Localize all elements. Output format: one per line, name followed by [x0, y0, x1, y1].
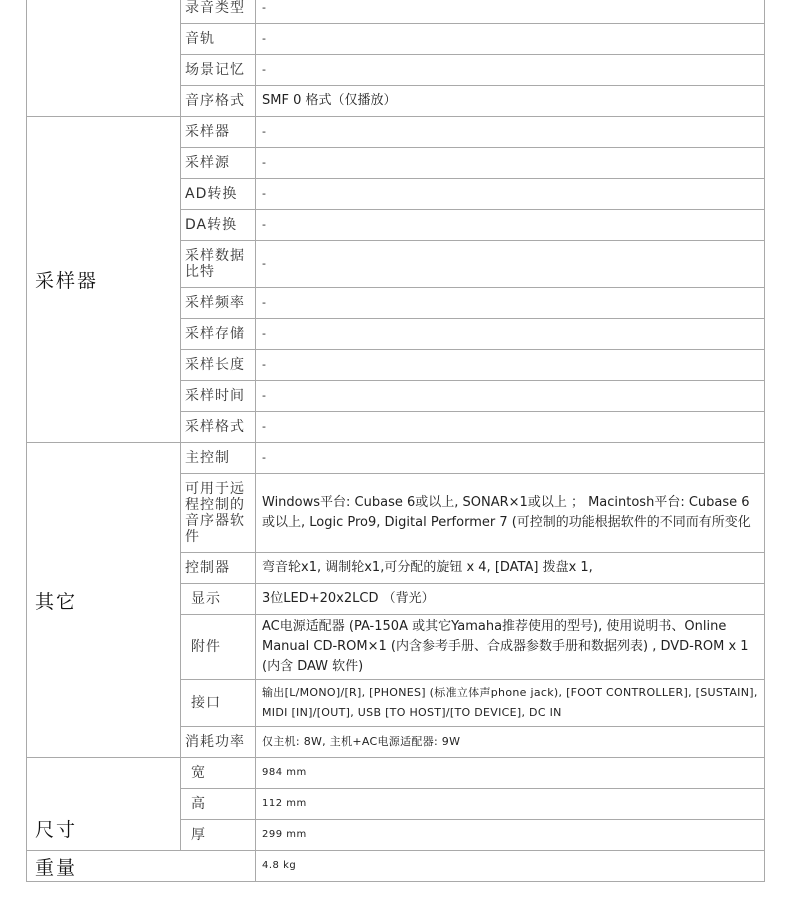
- row-value: -: [256, 55, 765, 86]
- row-value: -: [256, 412, 765, 443]
- row-value: 仅主机: 8W, 主机+AC电源适配器: 9W: [256, 727, 765, 758]
- row-label: 接口: [181, 680, 256, 727]
- category-other: 其它: [27, 443, 181, 758]
- table-row: [27, 851, 765, 882]
- category-dimensions: 尺寸: [27, 758, 181, 851]
- row-label: 厚: [181, 820, 256, 851]
- table-row: [27, 443, 765, 474]
- table-row: [27, 117, 765, 148]
- table-row: [27, 0, 765, 24]
- row-label: 采样存储: [181, 319, 256, 350]
- row-value: -: [256, 288, 765, 319]
- row-value: Windows平台: Cubase 6或以上, SONAR×1或以上 ； Macintosh平台: Cubase 6或以上, Logic Pro9, Digital Performer 7 (可控制的功能根据软件的不同而有所变化: [256, 474, 765, 553]
- row-value: -: [256, 381, 765, 412]
- row-value: 3位LED+20x2LCD （背光）: [256, 584, 765, 615]
- row-value: 112 mm: [256, 789, 765, 820]
- row-label: AD转换: [181, 179, 256, 210]
- row-value: -: [256, 350, 765, 381]
- row-label: 音轨: [181, 24, 256, 55]
- row-label: 附件: [181, 615, 256, 680]
- row-value: AC电源适配器 (PA-150A 或其它Yamaha推荐使用的型号), 使用说明书、Online Manual CD-ROM×1 (内含参考手册、合成器参数手册和数据列表) , DVD-ROM x 1 (内含 DAW 软件): [256, 615, 765, 680]
- row-label: 采样时间: [181, 381, 256, 412]
- row-label: 可用于远程控制的音序器软件: [181, 474, 256, 553]
- row-label: 消耗功率: [181, 727, 256, 758]
- row-label: 显示: [181, 584, 256, 615]
- category-cell-continued: [27, 0, 181, 117]
- row-value: 弯音轮x1, 调制轮x1,可分配的旋钮 x 4, [DATA] 拨盘x 1,: [256, 553, 765, 584]
- row-label: 采样频率: [181, 288, 256, 319]
- row-label: DA转换: [181, 210, 256, 241]
- row-label: 控制器: [181, 553, 256, 584]
- row-label: 主控制: [181, 443, 256, 474]
- row-value: SMF 0 格式（仅播放）: [256, 86, 765, 117]
- category-sampler: 采样器: [27, 117, 181, 443]
- row-value: 984 mm: [256, 758, 765, 789]
- row-label: 录音类型: [181, 0, 256, 24]
- row-value: 299 mm: [256, 820, 765, 851]
- category-weight: 重量: [27, 851, 256, 882]
- row-value: 输出[L/MONO]/[R], [PHONES] (标准立体声phone jack), [FOOT CONTROLLER], [SUSTAIN], MIDI [IN]/[OUT], USB [TO HOST]/[TO DEVICE], DC IN: [256, 680, 765, 727]
- row-label: 场景记忆: [181, 55, 256, 86]
- row-label: 采样格式: [181, 412, 256, 443]
- row-label: 采样源: [181, 148, 256, 179]
- spec-table: [26, 0, 765, 882]
- row-value: -: [256, 210, 765, 241]
- row-value: -: [256, 443, 765, 474]
- row-label: 采样数据比特: [181, 241, 256, 288]
- row-value: -: [256, 0, 765, 24]
- row-label: 采样长度: [181, 350, 256, 381]
- row-value: -: [256, 179, 765, 210]
- table-row: [27, 758, 765, 789]
- row-label: 采样器: [181, 117, 256, 148]
- row-value: -: [256, 117, 765, 148]
- row-value: -: [256, 241, 765, 288]
- row-value: -: [256, 24, 765, 55]
- row-value: -: [256, 148, 765, 179]
- row-value: -: [256, 319, 765, 350]
- row-label: 音序格式: [181, 86, 256, 117]
- row-label: 高: [181, 789, 256, 820]
- row-label: 宽: [181, 758, 256, 789]
- row-value: 4.8 kg: [256, 851, 765, 882]
